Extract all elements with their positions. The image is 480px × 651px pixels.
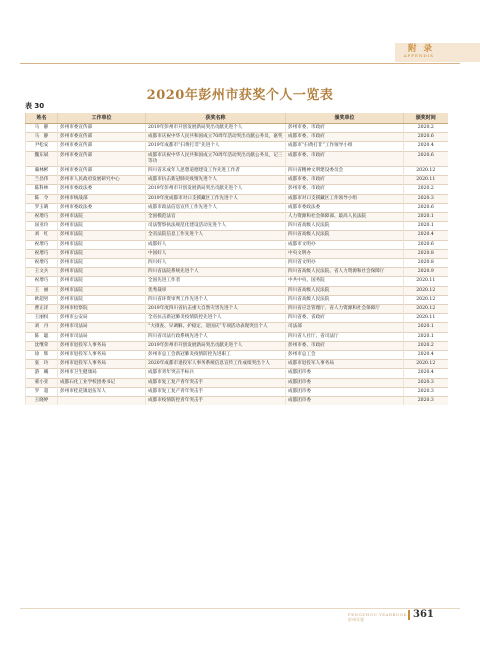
cell-unit: 彭州市法院 (58, 213, 146, 222)
cell-issuer: 成都团市委 (286, 378, 404, 387)
cell-issuer: 四川省高级人民法院、省人力资源和社会保障厅 (286, 268, 404, 277)
cell-issuer: 四川省文明办 (286, 259, 404, 268)
cell-name: 沈继荣 (26, 341, 58, 350)
cell-date: 2020.9 (404, 268, 448, 277)
cell-award: 彭州市总工会新冠肺炎疫情防控先进职工 (146, 351, 286, 360)
cell-issuer: 彭州市委、市政府 (286, 185, 404, 194)
cell-date: 2020.12 (404, 360, 448, 369)
cell-issuer: 彭州市委、市政府 (286, 341, 404, 350)
table-header-row (26, 113, 448, 124)
cell-date: 2020.11 (404, 176, 448, 185)
cell-name: 欧超男 (26, 295, 58, 304)
cell-date: 2020.2 (404, 341, 448, 350)
cell-date: 2020.6 (404, 133, 448, 142)
cell-issuer: 成都团市委 (286, 397, 404, 406)
table-body (26, 124, 448, 406)
cell-award: 四川省未成年人思想道德建设工作先进工作者 (146, 167, 286, 176)
cell-name: 王文兵 (26, 268, 58, 277)
table-row (26, 286, 448, 295)
cell-issuer: 人力资源和社会保障部、最高人民法院 (286, 213, 404, 222)
cell-award: 成都市青年突击手标兵 (146, 369, 286, 378)
cell-issuer: 四川省精神文明建设委员会 (286, 167, 404, 176)
section-subtitle: APPENDIX (403, 53, 434, 58)
table-row (26, 185, 448, 194)
cell-date: 2020.6 (404, 151, 448, 166)
cell-unit: 彭州市法院 (58, 249, 146, 258)
cell-date: 2020.11 (404, 277, 448, 286)
cell-date: 2020.8 (404, 259, 448, 268)
cell-issuer: 成都市委、市政府 (286, 151, 404, 166)
cell-award: 司法警察执法规范化建设活动先进个人 (146, 222, 286, 231)
cell-name: 王丽权 (26, 314, 58, 323)
table-row (26, 360, 448, 369)
cell-date: 2020.4 (404, 369, 448, 378)
cell-name: 马 静 (26, 133, 58, 142)
cell-unit: 彭州市公安局 (58, 314, 146, 323)
cell-name: 刘 丹 (26, 323, 58, 332)
cell-unit: 成都石化工业学校团委书记 (58, 378, 146, 387)
cell-name: 罗玉晴 (26, 203, 58, 212)
cell-issuer: 中央文明办 (286, 249, 404, 258)
cell-name: 刘 红 (26, 231, 58, 240)
cell-award: 2019年彭州市开创发展新局突出贡献先进个人 (146, 185, 286, 194)
cell-award: 2020年成都市退役军人事务系统信息宣传工作成绩突出个人 (146, 360, 286, 369)
cell-issuer: 成都市文明办 (286, 240, 404, 249)
cell-date: 2020.3 (404, 397, 448, 406)
cell-date: 2020.12 (404, 295, 448, 304)
table-row (26, 397, 448, 406)
cell-date: 2020.3 (404, 378, 448, 387)
table-row (26, 268, 448, 277)
cell-issuer: 四川省高级人民法院 (286, 295, 404, 304)
cell-unit: 彭州市委宣传部 (58, 124, 146, 133)
page-number: 361 (413, 609, 434, 620)
table-row (26, 203, 448, 212)
cell-name: 屈亚玲 (26, 222, 58, 231)
table-row (26, 231, 448, 240)
cell-issuer: 成都市委政法委 (286, 203, 404, 212)
cell-unit: 彭州市司法局 (58, 332, 146, 341)
footer-brand-sub: 彭州年鉴 (348, 617, 364, 622)
cell-award: 成都市复工复产青年突击手 (146, 378, 286, 387)
cell-unit: 彭州市检察院 (58, 305, 146, 314)
cell-name: 王 丽 (26, 286, 58, 295)
cell-date: 2020.2 (404, 124, 448, 133)
cell-issuer: 四川省委、省政府 (286, 314, 404, 323)
table-row (26, 194, 448, 203)
cell-unit: 彭州市法院 (58, 268, 146, 277)
table-row (26, 133, 448, 142)
cell-award: 全国先进工作者 (146, 277, 286, 286)
cell-award: 成都市复工复产青年突击手 (146, 387, 286, 396)
cell-award: 2019年度成都市对口支援藏区工作先进个人 (146, 194, 286, 203)
cell-name: 蒙小亚 (26, 378, 58, 387)
cell-name: 祝增巧 (26, 249, 58, 258)
cell-award: 全国模范法官 (146, 213, 286, 222)
cell-name: 兰昌伟 (26, 176, 58, 185)
cell-award: 四川好人 (146, 259, 286, 268)
cell-issuer: 成都市退役军人事务局 (286, 360, 404, 369)
cell-issuer: 四川省高级人民法院 (286, 286, 404, 295)
table-row (26, 305, 448, 314)
page-header (0, 40, 480, 68)
cell-award: 四川省环资审判工作先进个人 (146, 295, 286, 304)
table-row (26, 378, 448, 387)
cell-award: 中国好人 (146, 249, 286, 258)
cell-date: 2020.12 (404, 167, 448, 176)
table-label: 表 30 (25, 102, 45, 110)
cell-name: 徐 辉 (26, 351, 58, 360)
table-row (26, 167, 448, 176)
cell-award: 成都市庆祝中华人民共和国成立70周年活动突出贡献公务员，记三等功 (146, 151, 286, 166)
cell-unit: 彭州市法院 (58, 286, 146, 295)
cell-issuer: 彭州市总工会 (286, 351, 404, 360)
cell-date: 2020.1 (404, 323, 448, 332)
cell-issuer: 成都市“扫黄打非”工作领导小组 (286, 142, 404, 151)
cell-unit: 彭州市法院 (58, 222, 146, 231)
cell-issuer: 成都团市委 (286, 387, 404, 396)
cell-issuer: 四川省高级人民法院 (286, 222, 404, 231)
cell-name: 张 玲 (26, 360, 58, 369)
table-row (26, 240, 448, 249)
cell-name: 陈 聪 (26, 332, 58, 341)
cell-issuer: 彭州市委、市政府 (286, 124, 404, 133)
cell-name: 陈 令 (26, 194, 58, 203)
cell-award: 成都市政法信息宣传工作先进个人 (146, 203, 286, 212)
cell-unit: 彭州市法院 (58, 231, 146, 240)
cell-unit: 彭州市委政法委 (58, 185, 146, 194)
cell-date: 2020.4 (404, 351, 448, 360)
cell-award: “大排查、早调解、护稳定、迎国庆”专项活动表现突出个人 (146, 323, 286, 332)
table-row (26, 259, 448, 268)
cell-award: 四川省法院系统先进个人 (146, 268, 286, 277)
table-row (26, 222, 448, 231)
table-row (26, 314, 448, 323)
cell-name: 罗 超 (26, 387, 58, 396)
table-row (26, 124, 448, 133)
table-row (26, 323, 448, 332)
cell-issuer: 中共中央、国务院 (286, 277, 404, 286)
cell-date: 2020.4 (404, 142, 448, 151)
table-row (26, 332, 448, 341)
table-row (26, 351, 448, 360)
cell-issuer: 司法部 (286, 323, 404, 332)
cell-name: 魏东斌 (26, 151, 58, 166)
cell-award: 成都市抗击新冠肺炎疫情先进个人 (146, 176, 286, 185)
cell-issuer: 成都市对口支援藏区工作领导小组 (286, 194, 404, 203)
cell-date: 2020.4 (404, 231, 448, 240)
cell-name: 王晓婷 (26, 397, 58, 406)
document-title: 2020年彭州市获奖个人一览表 (146, 88, 334, 103)
footer-divider (20, 608, 460, 609)
cell-date: 2020.12 (404, 305, 448, 314)
cell-award: 全省抗击新冠肺炎疫情防控先进个人 (146, 314, 286, 323)
cell-unit: 彭州市法院 (58, 259, 146, 268)
cell-award: 全省法院信息工作先进个人 (146, 231, 286, 240)
cell-date: 2020.6 (404, 203, 448, 212)
cell-unit: 彭州市委宣传部 (58, 142, 146, 151)
cell-name: 祝增巧 (26, 240, 58, 249)
cell-award: 四川省司法行政系统先进个人 (146, 332, 286, 341)
col-header-issuer: 颁奖单位 (286, 113, 404, 124)
cell-unit: 彭州市桂花镇退伍军人 (58, 387, 146, 396)
cell-unit: 彭州市统战部 (58, 194, 146, 203)
cell-unit: 彭州市退役军人事务局 (58, 360, 146, 369)
cell-issuer: 四川省高级人民法院 (286, 231, 404, 240)
table-row (26, 295, 448, 304)
cell-date: 2020.6 (404, 240, 448, 249)
cell-issuer: 四川省人社厅、省司法厅 (286, 332, 404, 341)
cell-date: 2020.3 (404, 387, 448, 396)
section-title: 附 录 (408, 44, 434, 54)
cell-name: 游 曦 (26, 369, 58, 378)
cell-award: 成都市庆祝中华人民共和国成立70周年活动突出贡献公务员，嘉奖 (146, 133, 286, 142)
cell-unit: 彭州市卫生健康局 (58, 369, 146, 378)
cell-unit: 彭州市委政法委 (58, 203, 146, 212)
col-header-date: 颁奖时间 (404, 113, 448, 124)
table-row (26, 142, 448, 151)
cell-name: 尹松安 (26, 142, 58, 151)
cell-name: 蔺林彬 (26, 167, 58, 176)
table-row (26, 176, 448, 185)
col-header-award: 获奖名称 (146, 113, 286, 124)
cell-date: 2020.2 (404, 185, 448, 194)
footer-brand: PENGZHOU YEARBOOK (348, 612, 408, 617)
table-row (26, 249, 448, 258)
col-header-unit: 工作单位 (58, 113, 146, 124)
cell-unit: 彭州市退役军人事务局 (58, 351, 146, 360)
cell-unit: 彭州市委宣传部 (58, 167, 146, 176)
header-divider (20, 63, 460, 64)
cell-issuer: 成都团市委 (286, 369, 404, 378)
cell-issuer: 成都市委、市政府 (286, 176, 404, 185)
cell-unit: 彭州市法院 (58, 295, 146, 304)
cell-unit: 彭州市司法局 (58, 323, 146, 332)
table-row (26, 341, 448, 350)
cell-unit: 彭州市法院 (58, 240, 146, 249)
cell-unit: 彭州市委宣传部 (58, 151, 146, 166)
table-row (26, 213, 448, 222)
table-row (26, 277, 448, 286)
cell-unit: 彭州市退役军人事务局 (58, 341, 146, 350)
cell-award: 2019年成都市“扫黄打非”先进个人 (146, 142, 286, 151)
cell-date: 2020.8 (404, 249, 448, 258)
cell-name: 祝增巧 (26, 277, 58, 286)
cell-issuer: 四川省应急管理厅、省人力资源和社会保障厅 (286, 305, 404, 314)
cell-date: 2020.1 (404, 332, 448, 341)
cell-name: 曹正洋 (26, 305, 58, 314)
awards-table (25, 113, 448, 405)
cell-name: 陈科林 (26, 185, 58, 194)
col-header-name: 姓名 (26, 113, 58, 124)
cell-award: 2019年度四川省抗击重大自然灾害先进个人 (146, 305, 286, 314)
cell-unit: 彭州市人民政府发展研究中心 (58, 176, 146, 185)
cell-name: 祝增巧 (26, 259, 58, 268)
page-number-bar (408, 610, 410, 620)
cell-issuer: 成都市委、市政府 (286, 133, 404, 142)
cell-unit: 彭州市法院 (58, 277, 146, 286)
cell-award: 优秀裁审 (146, 286, 286, 295)
cell-date: 2020.12 (404, 286, 448, 295)
cell-award: 成都好人 (146, 240, 286, 249)
table-row (26, 151, 448, 166)
table-row (26, 369, 448, 378)
cell-date: 2020.3 (404, 194, 448, 203)
cell-date: 2020.1 (404, 222, 448, 231)
cell-date: 2020.1 (404, 213, 448, 222)
cell-unit (58, 397, 146, 406)
table-row (26, 387, 448, 396)
cell-date: 2020.11 (404, 314, 448, 323)
cell-award: 成都市疫情防控青年突击手 (146, 397, 286, 406)
cell-unit: 彭州市委宣传部 (58, 133, 146, 142)
cell-name: 祝增巧 (26, 213, 58, 222)
cell-award: 2019年彭州市开创发展新局突出贡献先进个人 (146, 124, 286, 133)
cell-award: 2019年彭州市开创发展新局突出贡献先进个人 (146, 341, 286, 350)
cell-name: 马 静 (26, 124, 58, 133)
